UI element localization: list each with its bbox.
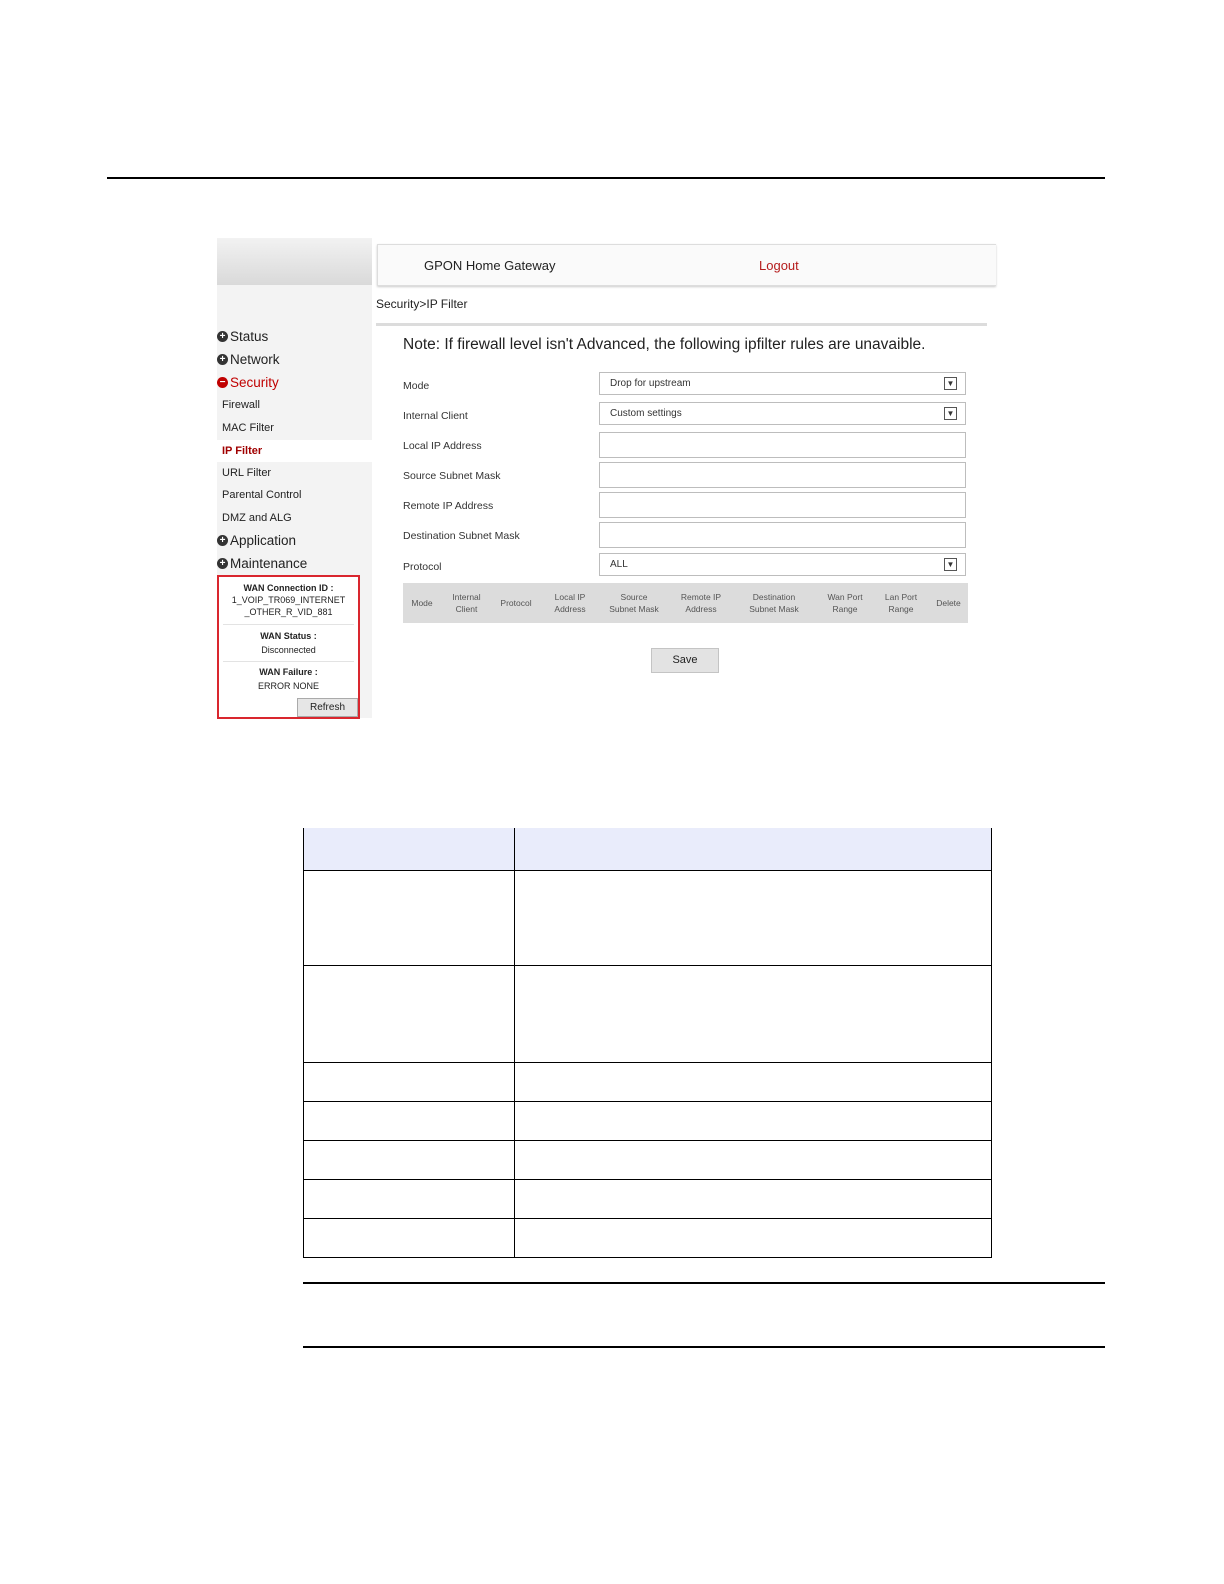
source-subnet-mask-label: Source Subnet Mask — [403, 470, 501, 482]
sidebar-item-network[interactable] — [217, 352, 280, 367]
rules-column-header: Delete — [936, 598, 961, 608]
internal-client-value: Custom settings — [610, 408, 682, 419]
note-rule-top — [303, 1282, 1105, 1284]
table-row — [304, 966, 992, 1062]
wan-connection-section — [219, 582, 358, 618]
table-cell — [304, 1218, 515, 1257]
sidebar-subitem-ip-filter[interactable]: IP Filter — [222, 445, 263, 457]
sidebar-item-security[interactable] — [217, 375, 279, 390]
table-row — [304, 1101, 992, 1140]
mode-label: Mode — [403, 380, 430, 392]
sidebar-item-label: Network — [230, 352, 280, 367]
table-cell — [304, 966, 515, 1062]
wan-status-section — [219, 630, 358, 656]
sidebar-subitem-mac-filter[interactable]: MAC Filter — [222, 422, 274, 434]
table-cell — [515, 1179, 992, 1218]
rules-column-header: Protocol — [500, 598, 532, 608]
wan-failure-value: ERROR NONE — [257, 681, 319, 691]
protocol-select[interactable] — [599, 553, 966, 576]
internal-client-select[interactable] — [599, 402, 966, 425]
protocol-value: ALL — [610, 559, 628, 570]
table-header-row — [304, 828, 992, 871]
wan-connection-value: _OTHER_R_VID_881 — [244, 607, 333, 617]
mode-value: Drop for upstream — [610, 378, 691, 389]
plus-circle-icon: + — [217, 331, 228, 342]
rules-column-header: Wan Port Range — [827, 592, 863, 614]
table-row — [304, 1218, 992, 1257]
note-rule-bottom — [303, 1346, 1105, 1348]
table-cell — [515, 966, 992, 1062]
document-table — [303, 828, 992, 1258]
plus-circle-icon: + — [217, 354, 228, 365]
table-row — [304, 1140, 992, 1179]
firewall-note: Note: If firewall level isn't Advanced, the following ipfilter rules are unavaible. — [403, 336, 926, 353]
table-cell — [304, 1062, 515, 1101]
internal-client-label: Internal Client — [403, 410, 468, 422]
local-ip-input[interactable] — [599, 432, 966, 458]
header-bar — [377, 244, 996, 286]
rules-column-header: Source Subnet Mask — [609, 592, 659, 614]
rules-column-header: Local IP Address — [554, 592, 586, 614]
table-cell — [304, 1140, 515, 1179]
table-cell — [515, 1140, 992, 1179]
wan-connection-title: WAN Connection ID : — [243, 583, 334, 593]
save-button[interactable]: Save — [651, 648, 719, 673]
table-cell — [515, 871, 992, 966]
table-cell — [304, 1179, 515, 1218]
sidebar-item-maintenance[interactable] — [217, 556, 307, 571]
destination-subnet-mask-label: Destination Subnet Mask — [403, 530, 520, 542]
sidebar-item-label: Status — [230, 329, 269, 344]
divider — [223, 624, 354, 625]
sidebar-subitem-url-filter[interactable]: URL Filter — [222, 467, 272, 479]
plus-circle-icon: + — [217, 535, 228, 546]
top-rule — [107, 177, 1105, 179]
table-cell — [304, 871, 515, 966]
breadcrumb-divider — [376, 323, 987, 326]
rules-column-header: Destination Subnet Mask — [749, 592, 799, 614]
wan-status-panel — [217, 575, 360, 719]
sidebar-subitem-firewall[interactable]: Firewall — [222, 399, 260, 411]
refresh-button[interactable]: Refresh — [297, 698, 358, 717]
source-subnet-mask-input[interactable] — [599, 462, 966, 488]
table-row — [304, 871, 992, 966]
table-cell — [304, 1101, 515, 1140]
sidebar-subitem-parental-control[interactable]: Parental Control — [222, 489, 302, 501]
chevron-down-icon: ▼ — [944, 377, 957, 390]
wan-status-value: Disconnected — [261, 645, 316, 655]
chevron-down-icon: ▼ — [944, 407, 957, 420]
table-header-cell — [304, 828, 515, 871]
protocol-label: Protocol — [403, 561, 442, 573]
mode-select[interactable] — [599, 372, 966, 395]
sidebar-subitem-dmz-alg[interactable]: DMZ and ALG — [222, 512, 292, 524]
sidebar-item-label: Security — [230, 375, 279, 390]
chevron-down-icon: ▼ — [944, 558, 957, 571]
rules-column-header: Lan Port Range — [884, 592, 918, 614]
plus-circle-icon: + — [217, 558, 228, 569]
breadcrumb: Security>IP Filter — [376, 297, 468, 311]
minus-circle-icon: − — [217, 377, 228, 388]
sidebar-item-application[interactable] — [217, 533, 296, 548]
remote-ip-label: Remote IP Address — [403, 500, 494, 512]
table-row — [304, 1062, 992, 1101]
table-cell — [515, 1218, 992, 1257]
table-row — [304, 1179, 992, 1218]
sidebar-item-status[interactable] — [217, 329, 268, 344]
wan-connection-value: 1_VOIP_TR069_INTERNET — [231, 595, 346, 605]
table-header-cell — [515, 828, 992, 871]
logout-link[interactable]: Logout — [759, 258, 799, 273]
remote-ip-input[interactable] — [599, 492, 966, 518]
sidebar-item-label: Maintenance — [230, 556, 308, 571]
sidebar-header — [217, 238, 372, 285]
gateway-screenshot — [217, 238, 995, 718]
rules-table-header — [403, 583, 968, 623]
rules-column-header: Remote IP Address — [680, 592, 722, 614]
rules-column-header: Mode — [411, 598, 433, 608]
sidebar-item-label: Application — [230, 533, 297, 548]
wan-failure-title: WAN Failure : — [259, 667, 318, 677]
destination-subnet-mask-input[interactable] — [599, 522, 966, 548]
app-title: GPON Home Gateway — [424, 258, 556, 273]
wan-failure-section — [219, 666, 358, 692]
table-cell — [515, 1101, 992, 1140]
table-cell — [515, 1062, 992, 1101]
rules-column-header: Internal Client — [452, 592, 481, 614]
wan-status-title: WAN Status : — [260, 631, 317, 641]
divider — [223, 661, 354, 662]
local-ip-label: Local IP Address — [403, 440, 482, 452]
